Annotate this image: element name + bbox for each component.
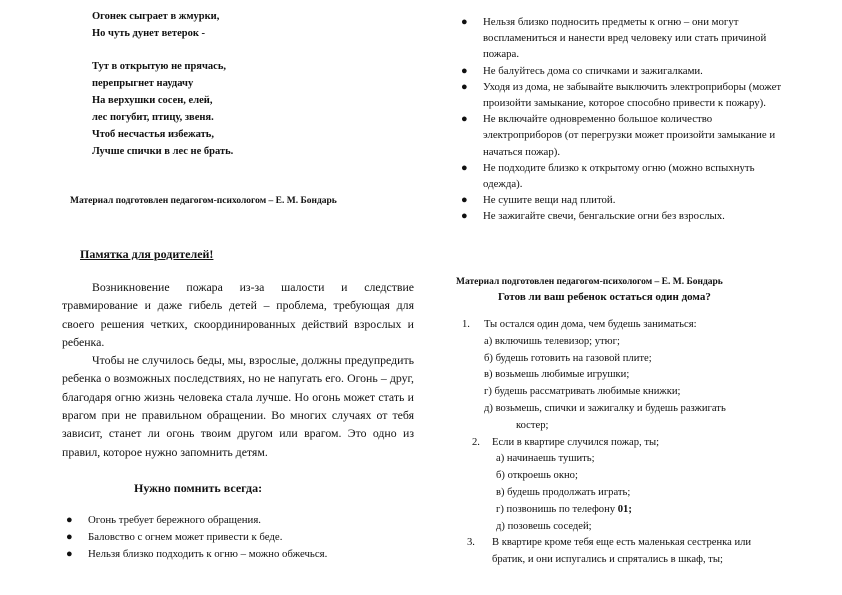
- question-2-options: [496, 451, 822, 535]
- list-item: ● Нельзя близко подходить к огню – можно обжечься.: [88, 546, 408, 563]
- credit-left: Материал подготовлен педагогом-психологом – Е. М. Бондарь: [70, 196, 337, 206]
- poem-line: Огонек сыграет в жмурки,: [92, 11, 220, 22]
- answer-option: а) включишь телевизор; утюг;: [484, 335, 620, 347]
- list-item: ● Не балуйтесь дома со спичками и зажигалками.: [483, 63, 783, 79]
- poem: [92, 58, 233, 160]
- answer-option: г) позвонишь по телефону 01;: [496, 503, 632, 515]
- question-1-options: [484, 334, 822, 435]
- list-item: ● Нельзя близко подносить предметы к огню – они могут воспламениться и нанести вред человеку или стать причиной пожара.: [461, 16, 767, 61]
- list-item: ● Не зажигайте свечи, бенгальские огни без взрослых.: [483, 208, 783, 224]
- poem-line: Но чуть дунет ветерок -: [92, 28, 206, 39]
- list-item: ● Уходя из дома, не забывайте выключить электроприборы (может произойти замыкание, которое способно привести к пожару).: [461, 80, 782, 110]
- list-item: ● Огонь требует бережного обращения.: [88, 512, 408, 529]
- answer-option: д) позовешь соседей;: [496, 520, 592, 532]
- answer-option: б) будешь готовить на газовой плите;: [484, 352, 652, 364]
- memo-title: Памятка для родителей!: [80, 247, 214, 261]
- memo-paragraph: Чтобы не случилось беды, мы, взрослые, должны предупредить ребенка о возможных последствиях, но не напугать его. Огонь – друг, благодаря огню жизнь человека стала лучше. Но огонь может стать и врагом при не правильном обращении. Во многих случаях от тебя зависит, станет ли огонь твоим другом или врагом. Это одно из правил, которое нужно запомнить детям.: [62, 353, 414, 459]
- answer-option: г) будешь рассматривать любимые книжки;: [484, 386, 681, 398]
- question-text: Если в квартире случился пожар, ты;: [492, 436, 660, 448]
- question-text: В квартире кроме тебя еще есть маленькая сестренка или: [492, 537, 752, 549]
- bullet-icon: ●: [461, 113, 468, 126]
- question-number: 1.: [462, 319, 470, 330]
- memo-body: [62, 278, 414, 461]
- list-item: ● Не подходите близко к открытому огню (можно вспыхнуть одежда).: [461, 161, 755, 191]
- bullet-icon: ●: [66, 531, 73, 543]
- bullet-icon: ●: [461, 16, 468, 28]
- phone-number: 01;: [617, 503, 632, 515]
- list-item: ● Баловство с огнем может привести к беде.: [88, 529, 408, 546]
- poem-line: перепрыгнет наудачу: [92, 78, 194, 89]
- answer-option: в) будешь продолжать играть;: [496, 486, 631, 498]
- poem-line: Чтоб несчастья избежать,: [92, 129, 214, 140]
- quiz: [462, 317, 822, 569]
- poem-line: На верхушки сосен, елей,: [92, 95, 213, 106]
- bullet-icon: ●: [461, 161, 468, 174]
- list-item: ● Не сушите вещи над плитой.: [483, 192, 783, 208]
- credit-right: Материал подготовлен педагогом-психологом – Е. М. Бондарь: [456, 277, 723, 287]
- list-item: ● Не включайте одновременно большое количество электроприборов (от перегрузки может произойти замыкание и начаться пожар).: [461, 113, 776, 158]
- bullet-icon: ●: [461, 194, 468, 207]
- poem-line: Тут в открытую не прячась,: [92, 61, 226, 72]
- bullet-icon: ●: [461, 80, 468, 93]
- question-text: Ты остался один дома, чем будешь заниматься:: [484, 319, 697, 330]
- question-number: 3.: [467, 537, 475, 549]
- question-2: [472, 435, 822, 452]
- answer-option: а) начинаешь тушить;: [496, 453, 595, 465]
- left-bullet-list: [66, 512, 408, 563]
- question-text: братик, и они испугались и спрятались в шкаф, ты;: [492, 554, 723, 566]
- answer-option: в) возьмешь любимые игрушки;: [484, 369, 630, 381]
- bullet-icon: ●: [66, 514, 73, 526]
- question-1: [462, 317, 822, 334]
- memo-paragraph: Возникновение пожара из-за шалости и следствие травмирование и даже гибель детей – проблема, требующая для своего решения четких, скоординированных действий взрослых и ребенка.: [62, 280, 414, 349]
- question-number: 2.: [472, 436, 480, 448]
- right-bullet-list: [461, 14, 783, 225]
- bullet-icon: ●: [461, 64, 468, 77]
- quiz-title: Готов ли ваш ребенок остаться один дома?: [498, 291, 711, 303]
- poem-line: лес погубит, птицу, звеня.: [92, 112, 214, 123]
- bullet-icon: ●: [461, 210, 468, 223]
- remember-title: Нужно помнить всегда:: [134, 481, 263, 495]
- question-3: [467, 535, 822, 569]
- answer-option: б) откроешь окно;: [496, 470, 578, 482]
- answer-option: д) возьмешь, спички и зажигалку и будешь разжигать: [484, 402, 726, 414]
- poem-line: Лучше спички в лес не брать.: [92, 146, 234, 157]
- bullet-icon: ●: [66, 548, 73, 560]
- answer-option: костер;: [516, 419, 549, 431]
- poem: [92, 8, 219, 42]
